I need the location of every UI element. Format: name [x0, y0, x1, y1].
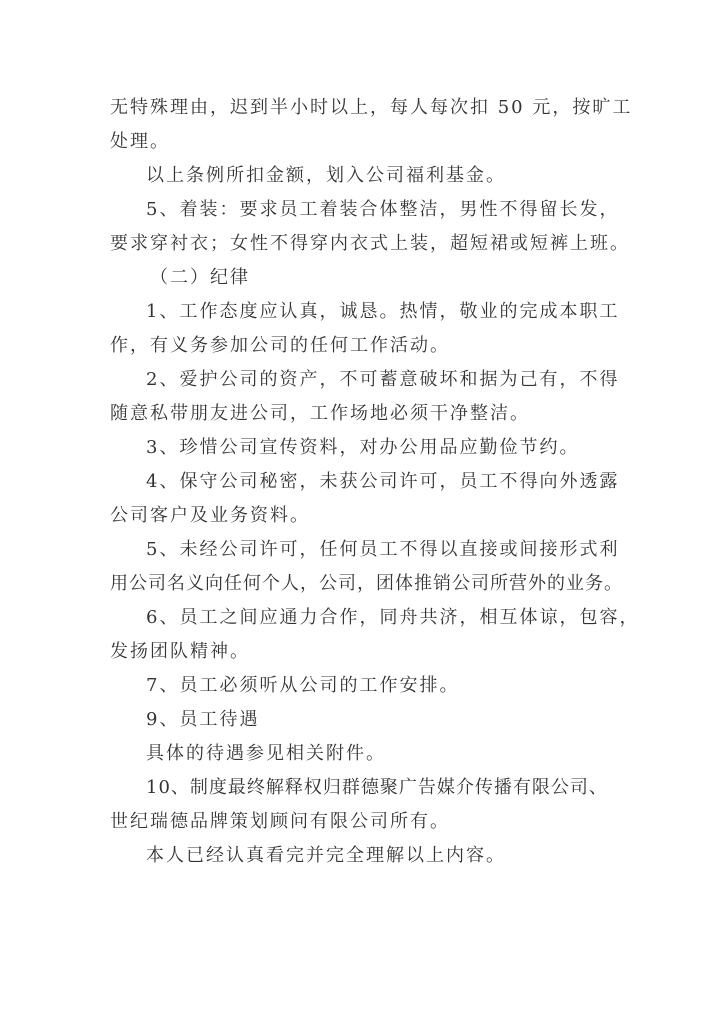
text-line: 10、制度最终解释权归群德聚广告媒介传播有限公司、 [146, 777, 608, 798]
text-line: 6、员工之间应通力合作，同舟共济，相互体谅，包容， [146, 607, 640, 628]
text-line: 5、着装：要求员工着装合体整洁，男性不得留长发， [146, 199, 620, 220]
text-line: 作，有义务参加公司的任何工作活动。 [110, 335, 450, 356]
text-line: 1、工作态度应认真，诚恳。热情，敬业的完成本职工 [146, 301, 620, 322]
text-line: 4、保守公司秘密，未获公司许可，员工不得向外透露 [146, 471, 620, 492]
text-line: 无特殊理由，迟到半小时以上，每人每次扣 50 元，按旷工 [110, 97, 633, 118]
text-line: 公司客户及业务资料。 [110, 505, 310, 526]
text-line: 世纪瑞德品牌策划顾问有限公司所有。 [110, 811, 450, 832]
text-line: 本人已经认真看完并完全理解以上内容。 [146, 845, 506, 866]
text-line: 5、未经公司许可，任何员工不得以直接或间接形式利 [146, 539, 620, 560]
text-line: 9、员工待遇 [146, 709, 260, 730]
text-line: 具体的待遇参见相关附件。 [146, 743, 386, 764]
text-line: 随意私带朋友进公司，工作场地必须干净整洁。 [110, 403, 530, 424]
text-line: 2、爱护公司的资产，不可蓄意破坏和据为己有，不得 [146, 369, 620, 390]
text-line: 处理。 [110, 131, 170, 152]
text-line: 用公司名义向任何个人，公司，团体推销公司所营外的业务。 [110, 573, 623, 594]
section-heading: （二）纪律 [150, 267, 250, 288]
text-line: 以上条例所扣金额，划入公司福利基金。 [146, 165, 506, 186]
text-line: 3、珍惜公司宣传资料，对办公用品应勤俭节约。 [146, 437, 580, 458]
text-line: 7、员工必须听从公司的工作安排。 [146, 675, 460, 696]
text-line: 要求穿衬衣；女性不得穿内衣式上装，超短裙或短裤上班。 [110, 233, 630, 254]
text-line: 发扬团队精神。 [110, 641, 250, 662]
